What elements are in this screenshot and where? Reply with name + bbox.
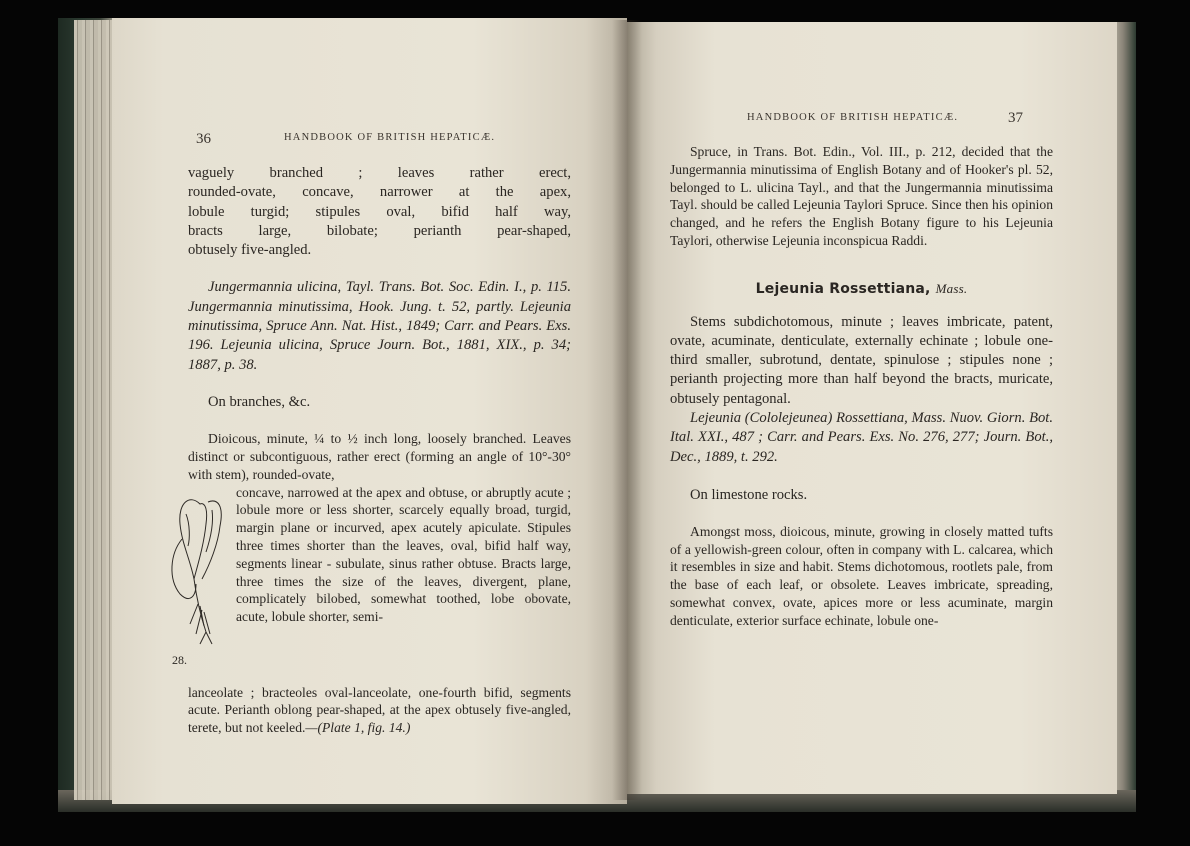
species-heading <box>670 280 1053 299</box>
description-line: vaguely branched ; leaves rather erect, <box>188 165 571 181</box>
species-description: Stems subdichotomous, minute ; leaves imbricate, patent, ovate, acuminate, denticulate, externally echinate ; lobule one-third smaller, subrotund, dentate, spinulose ; stipules none ; perianth projecting more than half beyond the bracts, muricate, obtusely pentagonal. <box>670 313 1053 407</box>
left-running-head: HANDBOOK OF BRITISH HEPATICÆ. <box>284 132 496 143</box>
plate-reference: —(Plate 1, fig. 14.) <box>305 720 411 736</box>
right-text-column <box>670 143 1053 630</box>
detail-intro: Dioicous, minute, ¼ to ½ inch long, loosely branched. Leaves distinct or subcontiguous, rather erect (forming an angle of 10°-30° with stem), rounded-ovate, <box>188 431 571 482</box>
left-page-number: 36 <box>196 131 211 147</box>
synonymy-text: Jungermannia ulicina, Tayl. Trans. Bot. Soc. Edin. I., p. 115. Jungermannia minutissima, Hook. Jung. t. 52, partly. Lejeunia minutissima, Spruce Ann. Nat. Hist., 1849; Carr. and Pears. Exs. 196. Lejeunia ulicina, Spruce Journ. Bot., 1881, XIX., p. 34; 1887, p. 38. <box>188 279 571 373</box>
description-line: bracts large, bilobate; perianth pear-shaped, <box>188 222 571 239</box>
synonymy <box>188 278 571 374</box>
figure-label: 28. <box>172 652 187 667</box>
species-synonymy <box>670 409 1053 467</box>
plant-illustration-icon <box>160 484 230 654</box>
habitat: On branches, &c. <box>208 393 311 410</box>
detail-end-text: lanceolate ; bracteoles oval-lanceolate, one-fourth bifid, segments acute. Perianth oblong pear-shaped, at the apex obtusely five-angled, terete, but not keeled. <box>188 684 571 736</box>
species-detail: Amongst moss, dioicous, minute, growing in closely matted tufts of a yellowish-green colour, often in company with L. calcarea, which it resembles in size and habit. Stems dichotomous, rootlets pale, from the base of each leaf, or obsolete. Leaves imbricate, spreading, somewhat convex, ovate, apices more or less acuminate, margin denticulate, exterior surface echinate, lobule one- <box>670 523 1053 628</box>
figure-28 <box>160 484 230 684</box>
left-text-column <box>172 164 571 737</box>
detail-end <box>188 684 571 737</box>
species-synonymy-text: Lejeunia (Cololejeunea) Rossettiana, Mass. Nuov. Giorn. Bot. Ital. XXI., 487 ; Carr. and Pears. Exs. No. 276, 277; Journ. Bot., Dec., 1889, t. 292. <box>670 410 1053 465</box>
species-author: Mass. <box>935 280 968 296</box>
right-page-number: 37 <box>1008 110 1023 126</box>
continuation-paragraph: Spruce, in Trans. Bot. Edin., Vol. III., p. 212, decided that the Jungermannia minutissima of English Botany and of Hooker's pl. 52, belonged to L. ulicina Tayl., and that the Jungermannia minutissima Tayl. should be called Lejeunia Taylori Spruce. Since then his opinion changed, and he refers the English Botany figure to his Lejeunia Taylori, otherwise Lejeunia inconspicua Raddi. <box>670 144 1053 248</box>
right-running-head: HANDBOOK OF BRITISH HEPATICÆ. <box>747 112 959 123</box>
book-gutter <box>612 20 642 800</box>
description-line: obtusely five-angled. <box>188 242 312 259</box>
species-name: Lejeunia Rossettiana, <box>755 280 931 297</box>
page-stack-left <box>74 20 114 800</box>
description-line: lobule turgid; stipules oval, bifid half way, <box>188 203 571 220</box>
species-habitat: On limestone rocks. <box>690 486 808 503</box>
detailed-description <box>172 430 571 737</box>
detail-wrap: concave, narrowed at the apex and obtuse, or abruptly acute ; lobule more or less shorter, scarcely equally broad, turgid, margin plane or incurved, apex acutely apiculate. Stipules three times shorter than the leaves, oval, bifid half way, segments linear - subulate, sinus rather obtuse. Bracts large, three times the size of the leaves, divergent, plane, complicately bilobed, somewhat toothed, lobe obovate, acute, lobule shorter, semi- <box>236 484 571 625</box>
description-line: rounded-ovate, concave, narrower at the apex, <box>188 184 571 201</box>
